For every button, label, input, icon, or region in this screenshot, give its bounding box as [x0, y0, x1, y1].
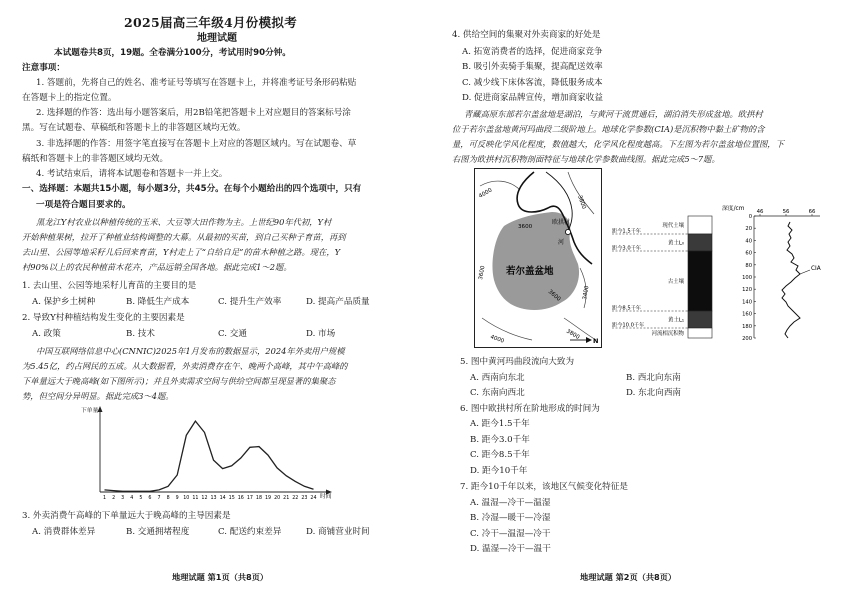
- passage-line: 去山里、公园等地采籽儿后回来育苗，Y村走上了“自给自足”的苗木种植之路。现在，Y: [22, 247, 341, 257]
- q2-option-d[interactable]: D. 市场: [306, 329, 336, 339]
- passage-line: 开始种植果树，拉开了种植业结构调整的大幕。从最初的买苗，到自己买种子育苗，再到: [22, 232, 346, 242]
- orders-line-chart: [80, 404, 342, 508]
- x-tick-label: 24: [310, 496, 317, 501]
- q7-option-d[interactable]: D. 温湿—冷干—温干: [470, 544, 551, 554]
- question-4: 4. 供给空间的集聚对外卖商家的好处是: [452, 30, 601, 40]
- depth-tick-label: 20: [745, 226, 752, 233]
- note-line: 稿纸和答题卡上的非答题区域均无效。: [22, 154, 169, 164]
- x-tick-label: 2: [112, 496, 116, 501]
- q5-option-a[interactable]: A. 西南向东北: [470, 373, 525, 383]
- orders-series-line: [105, 421, 314, 491]
- q3-option-c[interactable]: C. 配送约束差异: [218, 527, 282, 537]
- passage-line: 青藏高原东部若尔盖盆地是湖泊，与黄河干流贯通后，湖泊消失形成盆地。欧拱村: [464, 109, 763, 119]
- q4-option-d[interactable]: D. 促进商家品牌宣传，增加商家收益: [462, 93, 603, 103]
- x-tick-label: 19: [264, 496, 272, 501]
- q5-option-c[interactable]: C. 东南向西北: [470, 388, 525, 398]
- age-label: 距今1.5千年: [612, 228, 641, 235]
- basin-shaded-area: [492, 212, 579, 310]
- question-3: 3. 外卖消费午高峰的下单量远大于晚高峰的主导因素是: [22, 511, 231, 521]
- x-tick-label: 16: [237, 496, 244, 501]
- age-label: 距今8.5千年: [612, 305, 641, 312]
- x-tick-label: 14: [219, 496, 226, 501]
- note-line: 4. 考试结束后，请将本试题卷和答题卡一并上交。: [36, 169, 228, 179]
- x-tick-label: 20: [274, 496, 281, 501]
- q2-option-c[interactable]: C. 交通: [218, 329, 247, 339]
- depth-tick-label: 160: [742, 311, 752, 318]
- page-footer: 地理试题 第1页（共8页）: [172, 572, 269, 582]
- q4-option-a[interactable]: A. 拓宽消费者的选择，促进商家竞争: [462, 47, 603, 57]
- x-tick-label: 15: [228, 496, 235, 501]
- exam-subtitle: 地理试题: [197, 33, 237, 44]
- exam-title: 2025届高三年级4月份模拟考: [124, 15, 297, 30]
- note-line: 1. 答题前，先将自己的姓名、准考证号等填写在答题卡上，并将准考证号条形码粘贴: [36, 78, 357, 88]
- depth-axis-label: 深度/cm: [722, 206, 745, 212]
- depth-tick-label: 200: [742, 336, 752, 342]
- x-tick-label: 13: [210, 496, 217, 501]
- q3-option-a[interactable]: A. 消费群体差异: [32, 527, 96, 537]
- q5-option-b[interactable]: B. 西北向东南: [626, 373, 681, 383]
- q4-option-c[interactable]: C. 减少线下床体客流，降低服务成本: [462, 78, 603, 88]
- svg-text:N: N: [593, 337, 599, 345]
- question-7: 7. 距今10千年以来，该地区气候变化特征是: [460, 482, 628, 492]
- passage-line: 为5.45亿，约占网民的五成。从大数据看，外卖消费存在午、晚两个高峰，其中午高峰的: [22, 361, 348, 371]
- q2-option-a[interactable]: A. 政策: [32, 329, 61, 339]
- question-2: 2. 导致Y村种植结构发生变化的主要因素是: [22, 313, 185, 323]
- x-tick-label: 21: [283, 496, 290, 501]
- contour-label: 3800: [565, 328, 581, 341]
- exam-meta: 本试题卷共8页，19题。全卷满分100分，考试用时90分钟。: [54, 48, 291, 58]
- passage-line: 势，但空间分异明显。据此完成3～4题。: [22, 391, 174, 401]
- passage-line: 位于若尔盖盆地黄河玛曲段二级阶地上。地球化学参数(CIA)是沉积物中黏土矿物的含: [452, 124, 765, 134]
- depth-tick-label: 0: [748, 214, 752, 220]
- contour-label: 4000: [478, 187, 494, 200]
- sediment-layer: [688, 234, 712, 251]
- section-heading: 一、选择题：本题共15小题，每小题3分，共45分。在每个小题给出的四个选项中，只有: [22, 184, 362, 194]
- depth-tick-label: 180: [742, 323, 752, 330]
- q7-option-c[interactable]: C. 冷干—温湿—冷干: [470, 529, 551, 539]
- passage-line: 中国互联网络信息中心(CNNIC)2025年1月发布的数据显示，2024年外卖用户规模: [36, 346, 345, 356]
- cia-tick-label: 66: [808, 209, 816, 215]
- x-tick-label: 4: [130, 496, 134, 501]
- layer-label: 现代土壤: [662, 223, 684, 229]
- q3-option-d[interactable]: D. 商铺营业时间: [306, 527, 370, 537]
- q6-option-d[interactable]: D. 距今10千年: [470, 466, 528, 476]
- q1-option-b[interactable]: B. 降低生产成本: [126, 297, 190, 307]
- q2-option-b[interactable]: B. 技术: [126, 329, 155, 339]
- q1-option-c[interactable]: C. 提升生产效率: [218, 297, 282, 307]
- q6-option-a[interactable]: A. 距今1.5千年: [470, 419, 530, 429]
- x-tick-label: 9: [175, 496, 179, 501]
- q6-option-b[interactable]: B. 距今3.0千年: [470, 435, 530, 445]
- depth-tick-label: 60: [745, 250, 752, 257]
- note-line: 2. 选择题的作答：选出每小题答案后，用2B铅笔把答题卡上对应题目的答案标号涂: [36, 108, 351, 118]
- x-tick-label: 23: [301, 496, 308, 501]
- sediment-layer: [688, 311, 712, 328]
- x-tick-label: 1: [103, 496, 107, 501]
- depth-tick-label: 80: [745, 262, 752, 269]
- depth-tick-label: 140: [742, 299, 752, 306]
- layer-label: 黄土L₁: [668, 317, 684, 324]
- x-tick-label: 7: [157, 496, 161, 501]
- q6-option-c[interactable]: C. 距今8.5千年: [470, 450, 530, 460]
- cia-label: CIA: [811, 266, 821, 272]
- layer-label: 河流相沉积物: [651, 331, 684, 337]
- sediment-profile-chart: [610, 200, 830, 346]
- x-tick-label: 3: [121, 496, 125, 501]
- question-6: 6. 图中欧拱村所在阶地形成的时间为: [460, 404, 600, 414]
- x-tick-label: 6: [148, 496, 152, 501]
- x-axis-label: 时间: [320, 494, 332, 500]
- contour-label: 3600: [518, 224, 533, 230]
- cia-tick-label: 56: [782, 209, 790, 215]
- age-label: 距今3.0千年: [612, 245, 641, 252]
- village-label: 欧拱村: [552, 219, 571, 226]
- passage-line: 量，可反映化学风化程度，数值越大，化学风化程度越高。下左图为若尔盖盆地位置图，下: [452, 139, 784, 149]
- x-tick-label: 12: [201, 496, 208, 501]
- note-line: 在答题卡上的指定位置。: [22, 93, 117, 103]
- q4-option-b[interactable]: B. 吸引外卖骑手集聚，提高配送效率: [462, 62, 603, 72]
- question-5: 5. 图中黄河玛曲段流向大致为: [460, 357, 575, 367]
- layer-label: 黄土L₀: [668, 240, 684, 247]
- age-label: 距今10.0千年: [612, 322, 645, 329]
- x-tick-label: 17: [246, 496, 253, 501]
- cia-curve: [782, 222, 800, 338]
- passage-line: 村90%以上的农民种植苗木花卉，产品远销全国各地。据此完成1～2题。: [22, 262, 292, 272]
- q1-option-a[interactable]: A. 保护乡土树种: [32, 297, 96, 307]
- section-heading-cont: 一项是符合题目要求的。: [36, 200, 131, 210]
- basin-label: 若尔盖盆地: [506, 266, 554, 277]
- q7-option-b[interactable]: B. 冷湿—暖干—冷湿: [470, 513, 551, 523]
- cia-tick-label: 46: [756, 209, 764, 215]
- x-tick-label: 11: [192, 496, 199, 501]
- question-1: 1. 去山里、公园等地采籽儿育苗的主要目的是: [22, 281, 197, 291]
- depth-tick-label: 100: [742, 275, 752, 281]
- x-tick-label: 22: [292, 496, 299, 501]
- sediment-layer: [688, 216, 712, 234]
- contour-label: 3400: [582, 285, 591, 301]
- zoige-basin-map: [474, 168, 602, 348]
- depth-tick-label: 120: [742, 287, 752, 294]
- note-line: 3. 非选择题的作答：用签字笔直接写在答题卡上对应的答题区域内。写在试题卷、草: [36, 139, 357, 149]
- q7-option-a[interactable]: A. 温湿—冷干—温湿: [470, 498, 551, 508]
- note-line: 黑。写在试题卷、草稿纸和答题卡上的非答题区域均无效。: [22, 123, 246, 133]
- sediment-layer: [688, 328, 712, 338]
- notes-heading: 注意事项：: [22, 63, 65, 73]
- river-label: 河: [558, 239, 565, 246]
- x-tick-label: 18: [255, 496, 263, 501]
- contour-label: 4000: [489, 334, 505, 345]
- layer-label: 古土壤: [667, 279, 684, 285]
- q5-option-d[interactable]: D. 东北向西南: [626, 388, 682, 398]
- q1-option-d[interactable]: D. 提高产品质量: [306, 297, 370, 307]
- contour-label: 3600: [546, 288, 562, 303]
- x-tick-label: 5: [139, 496, 143, 501]
- passage-line: 下单量远大于晚高峰(如下图所示)；并且外卖需求空间与供给空间都呈现显著的集聚态: [22, 376, 336, 386]
- depth-tick-label: 40: [745, 238, 752, 245]
- passage-line: 黑龙江Y村农业以种植传统的玉米、大豆等大田作物为主。上世纪90年代初，Y村: [36, 217, 332, 227]
- y-axis-label: 下单量: [81, 408, 99, 414]
- x-tick-label: 10: [183, 496, 190, 501]
- village-marker: [565, 229, 570, 234]
- passage-line: 右图为欧拱村沉积物剖面特征与地球化学参数曲线图。据此完成5～7题。: [452, 154, 720, 164]
- page-footer: 地理试题 第2页（共8页）: [580, 572, 677, 582]
- sediment-layer: [688, 251, 712, 311]
- contour-label: 3600: [478, 265, 487, 281]
- q3-option-b[interactable]: B. 交通拥堵程度: [126, 527, 190, 537]
- contour-label: 3800: [576, 194, 587, 211]
- x-tick-label: 8: [166, 496, 170, 501]
